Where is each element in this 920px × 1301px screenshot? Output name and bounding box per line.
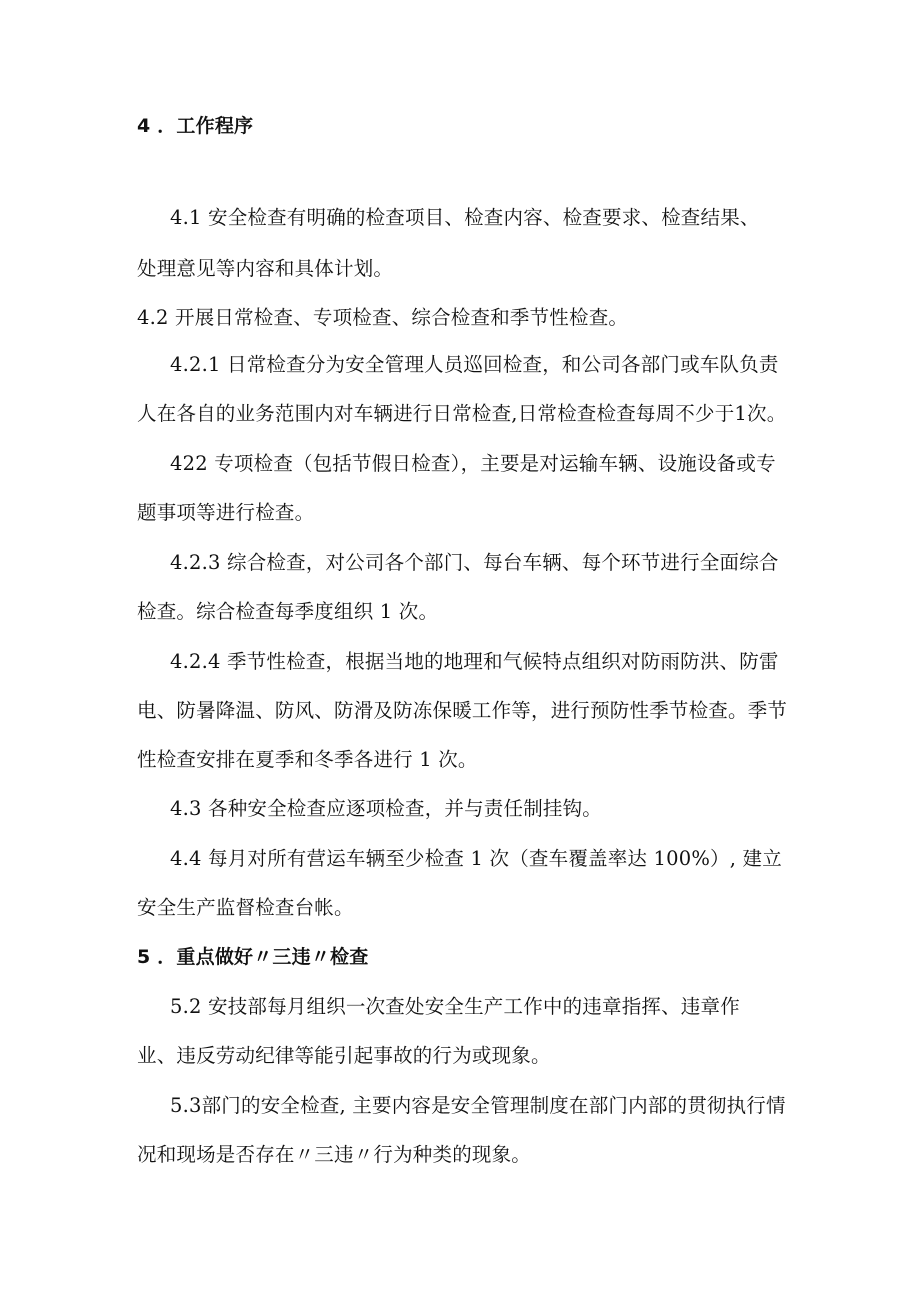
para-4-3-line-1: 4.3 各种安全检查应逐项检查，并与责任制挂钩。 bbox=[170, 797, 603, 820]
section-5-heading: 5 ．重点做好〃三违〃检查 bbox=[137, 946, 369, 968]
para-4-2-3-line-2: 检查。综合检查每季度组织 1 次。 bbox=[137, 600, 439, 623]
para-4-2-4-line-1: 4.2.4 季节性检查，根据当地的地理和气候特点组织对防雨防洪、防雷 bbox=[170, 650, 779, 673]
para-5-2-line-2: 业、违反劳动纪律等能引起事故的行为或现象。 bbox=[137, 1044, 551, 1067]
para-4-2-1-line-1: 4.2.1 日常检查分为安全管理人员巡回检查，和公司各部门或车队负责 bbox=[170, 353, 779, 376]
para-4-1-line-1: 4.1 安全检查有明确的检查项目、检查内容、检查要求、检查结果、 bbox=[170, 206, 760, 229]
para-5-3-line-2: 况和现场是否存在〃三违〃行为种类的现象。 bbox=[137, 1143, 532, 1166]
para-4-2-2-line-1: 422 专项检查（包括节假日检查），主要是对运输车辆、设施设备或专 bbox=[170, 452, 776, 475]
para-4-2-2-line-2: 题事项等进行检查。 bbox=[137, 501, 315, 524]
para-4-4-line-2: 安全生产监督检查台帐。 bbox=[137, 896, 354, 919]
para-5-3-line-1: 5.3部门的安全检查, 主要内容是安全管理制度在部门内部的贯彻执行情 bbox=[170, 1094, 786, 1117]
para-4-2-3-line-1: 4.2.3 综合检查，对公司各个部门、每台车辆、每个环节进行全面综合 bbox=[170, 551, 779, 574]
para-5-2-line-1: 5.2 安技部每月组织一次查处安全生产工作中的违章指挥、违章作 bbox=[170, 995, 740, 1018]
para-4-2-line-1: 4.2 开展日常检查、专项检查、综合检查和季节性检查。 bbox=[137, 306, 629, 329]
para-4-2-4-line-2: 电、防暑降温、防风、防滑及防冻保暖工作等，进行预防性季节检查。季节 bbox=[137, 699, 788, 722]
section-4-heading: 4 ．工作程序 bbox=[137, 115, 254, 137]
para-4-1-line-2: 处理意见等内容和具体计划。 bbox=[137, 257, 394, 280]
para-4-2-1-line-2: 人在各自的业务范围内对车辆进行日常检查,日常检查检查每周不少于1次。 bbox=[137, 402, 787, 425]
para-4-2-4-line-3: 性检查安排在夏季和冬季各进行 1 次。 bbox=[137, 748, 478, 771]
para-4-4-line-1: 4.4 每月对所有营运车辆至少检查 1 次（查车覆盖率达 100%）, 建立 bbox=[170, 847, 782, 870]
